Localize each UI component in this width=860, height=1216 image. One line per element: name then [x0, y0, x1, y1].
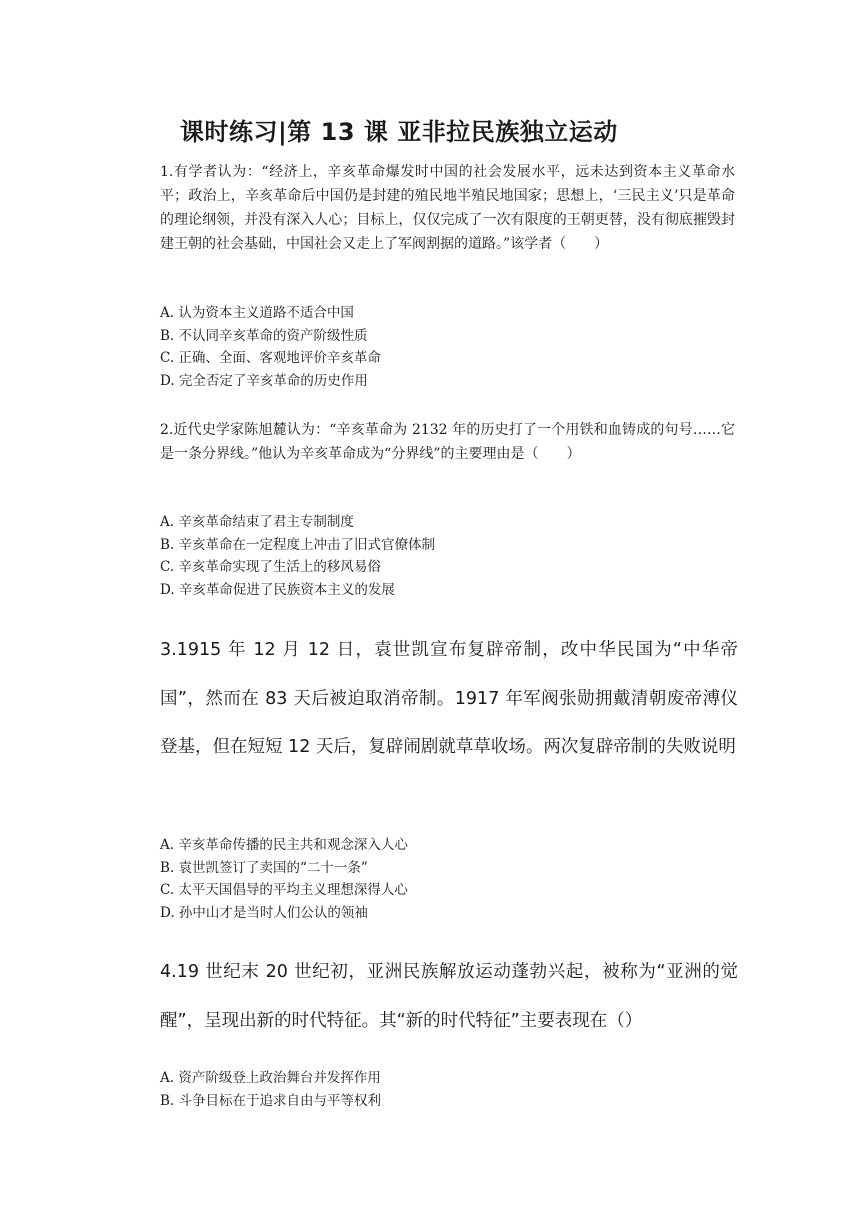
question-1-option-b: B. 不认同辛亥革命的资产阶级性质 — [160, 327, 368, 344]
page-title: 课时练习|第 13 课 亚非拉民族独立运动 — [180, 118, 618, 146]
question-4-option-a: A. 资产阶级登上政治舞台并发挥作用 — [160, 1070, 381, 1086]
question-3-option-a: A. 辛亥革命传播的民主共和观念深入人心 — [160, 837, 408, 853]
question-3-option-b: B. 袁世凯签订了卖国的“二十一条” — [160, 859, 368, 876]
question-4-options — [160, 1067, 720, 1112]
question-3-options — [160, 834, 720, 924]
question-2-stem: 2.近代史学家陈旭麓认为：“辛亥革命为 2132 年的历史打了一个用铁和血铸成的句号……它是一条分界线。”他认为辛亥革命成为“分界线”的主要理由是（ ） — [160, 422, 735, 462]
question-3-stem: 3.1915 年 12 月 12 日，袁世凯宣布复辟帝制，改中华民国为“中华帝国”，然而在 83 天后被迫取消帝制。1917 年军阀张勋拥戴清朝废帝溥仪登基，但在短短 12 天后，复辟闹剧就草草收场。两次复辟帝制的失败说明 — [160, 640, 738, 757]
question-2-option-c: C. 辛亥革命实现了生活上的移风易俗 — [160, 559, 381, 575]
question-2-option-d: D. 辛亥革命促进了民族资本主义的发展 — [160, 581, 395, 598]
question-4-stem: 4.19 世纪末 20 世纪初，亚洲民族解放运动蓬勃兴起，被称为“亚洲的觉醒”，呈现出新的时代特征。其“新的时代特征”主要表现在（） — [160, 962, 738, 1031]
question-3-option-d: D. 孙中山才是当时人们公认的领袖 — [160, 904, 368, 921]
question-1-option-c: C. 正确、全面、客观地评价辛亥革命 — [160, 350, 381, 366]
question-3-option-c: C. 太平天国倡导的平均主义理想深得人心 — [160, 882, 408, 898]
question-2-option-b: B. 辛亥革命在一定程度上冲击了旧式官僚体制 — [160, 536, 436, 553]
question-1-stem: 1.有学者认为：“经济上，辛亥革命爆发时中国的社会发展水平，远未达到资本主义革命水平；政治上，辛亥革命后中国仍是封建的殖民地半殖民地国家；思想上，‘三民主义’只是革命的理论纲领，并没有深入人心；目标上，仅仅完成了一次有限度的王朝更替，没有彻底摧毁封建王朝的社会基础，中国社会又走上了军阀割据的道路。”该学者（ ） — [160, 164, 735, 252]
question-1-option-d: D. 完全否定了辛亥革命的历史作用 — [160, 372, 368, 389]
question-2-options — [160, 511, 720, 601]
question-4-option-b: B. 斗争目标在于追求自由与平等权利 — [160, 1092, 382, 1109]
question-2-option-a: A. 辛亥革命结束了君主专制制度 — [160, 514, 354, 530]
question-1-option-a: A. 认为资本主义道路不适合中国 — [160, 305, 354, 321]
question-1-options — [160, 302, 720, 392]
